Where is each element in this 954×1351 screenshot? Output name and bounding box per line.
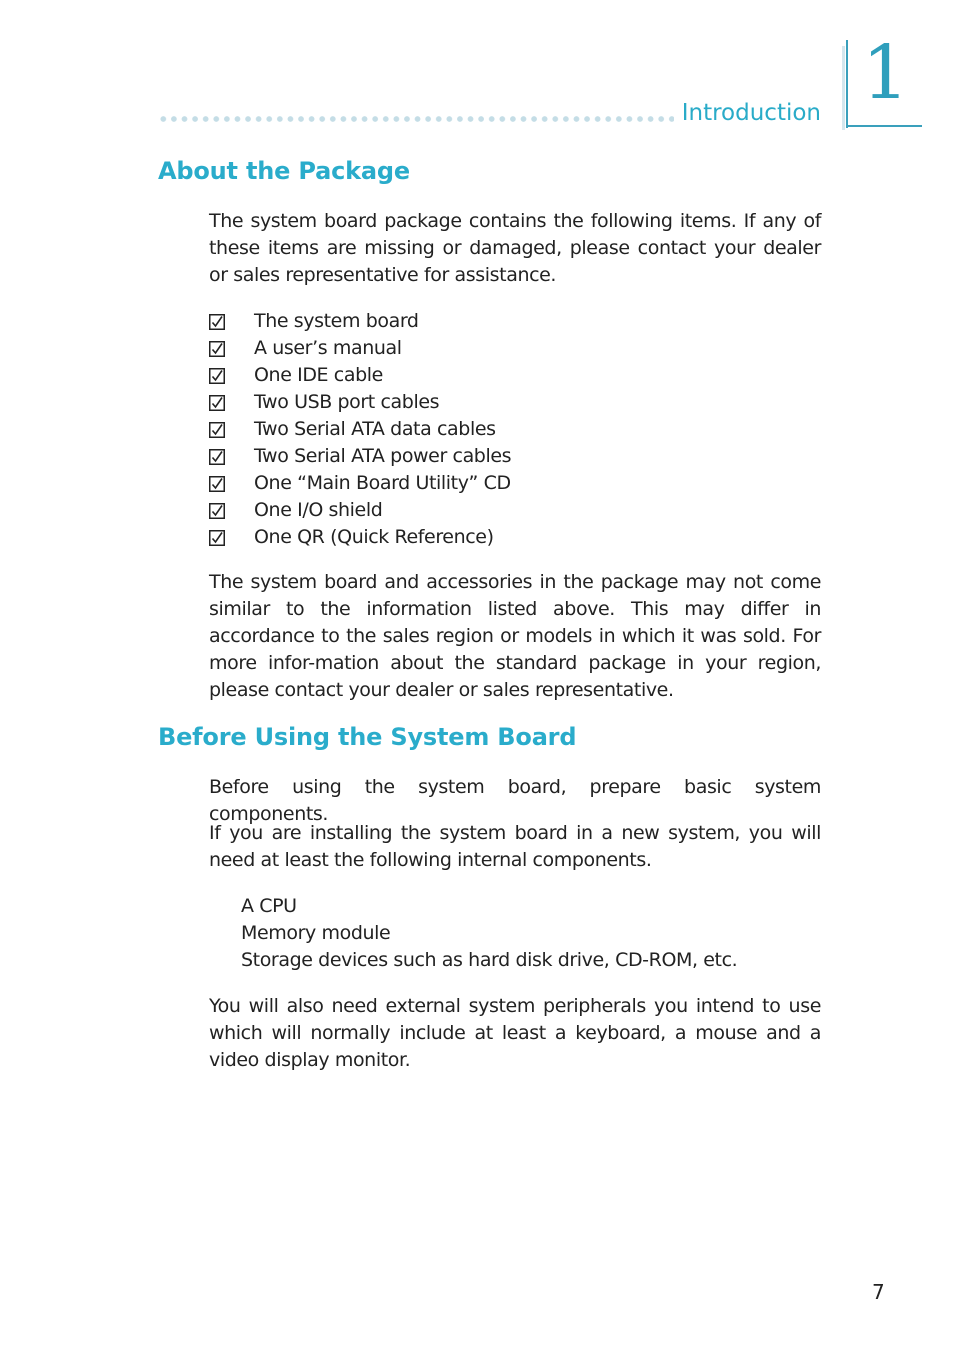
list-item [209,308,511,335]
dotted-rule [158,116,674,122]
internal-components-paragraph: If you are installing the system board in a new system, you will need at least the following internal components. [209,822,821,871]
internal-components-list [241,893,737,974]
list-item [209,362,511,389]
list-item [209,497,511,524]
list-item-label: A user’s manual [254,337,402,359]
list-item-label: Two USB port cables [254,391,440,413]
list-item: A CPU [241,895,297,917]
package-note-paragraph: The system board and accessories in the package may not come similar to the information listed above. This may differ in accordance to the sales region or models in which it was sold. For more infor-mation about the standard package in your region, please contact your dealer or sales representative. [209,571,821,701]
section-heading-before-using: Before Using the System Board [158,723,577,751]
chapter-title: Introduction [681,100,821,126]
checked-box-icon [209,341,225,357]
checked-box-icon [209,449,225,465]
chapter-tab-vertical-rule [846,40,848,128]
list-item-label: One “Main Board Utility” CD [254,472,511,494]
list-item [209,524,511,551]
list-item [209,443,511,470]
list-item-label: One QR (Quick Reference) [254,526,494,548]
list-item: Memory module [241,922,391,944]
checked-box-icon [209,395,225,411]
list-item [209,389,511,416]
list-item: Storage devices such as hard disk drive, CD-ROM, etc. [241,949,738,971]
section-heading-about-package: About the Package [158,157,410,185]
page-number: 7 [872,1280,885,1304]
checked-box-icon [209,422,225,438]
list-item [209,335,511,362]
chapter-tab-horizontal-rule [846,125,922,127]
checked-box-icon [209,530,225,546]
checked-box-icon [209,476,225,492]
list-item [209,416,511,443]
list-item-label: Two Serial ATA power cables [254,445,512,467]
list-item-label: One IDE cable [254,364,383,386]
list-item-label: The system board [254,310,419,332]
prepare-components-paragraph: Before using the system board, prepare basic system components. [209,776,821,825]
checked-box-icon [209,368,225,384]
package-intro-paragraph: The system board package contains the following items. If any of these items are missing or damaged, please contact your dealer or sales representative for assistance. [209,210,821,286]
chapter-number: 1 [862,30,910,116]
list-item-label: One I/O shield [254,499,383,521]
chapter-tab-shadow [842,46,845,130]
package-contents-list [209,308,511,551]
external-peripherals-paragraph: You will also need external system peripherals you intend to use which will normally include at least a keyboard, a mouse and a video display monitor. [209,995,821,1071]
list-item [209,470,511,497]
checked-box-icon [209,314,225,330]
list-item-label: Two Serial ATA data cables [254,418,496,440]
checked-box-icon [209,503,225,519]
